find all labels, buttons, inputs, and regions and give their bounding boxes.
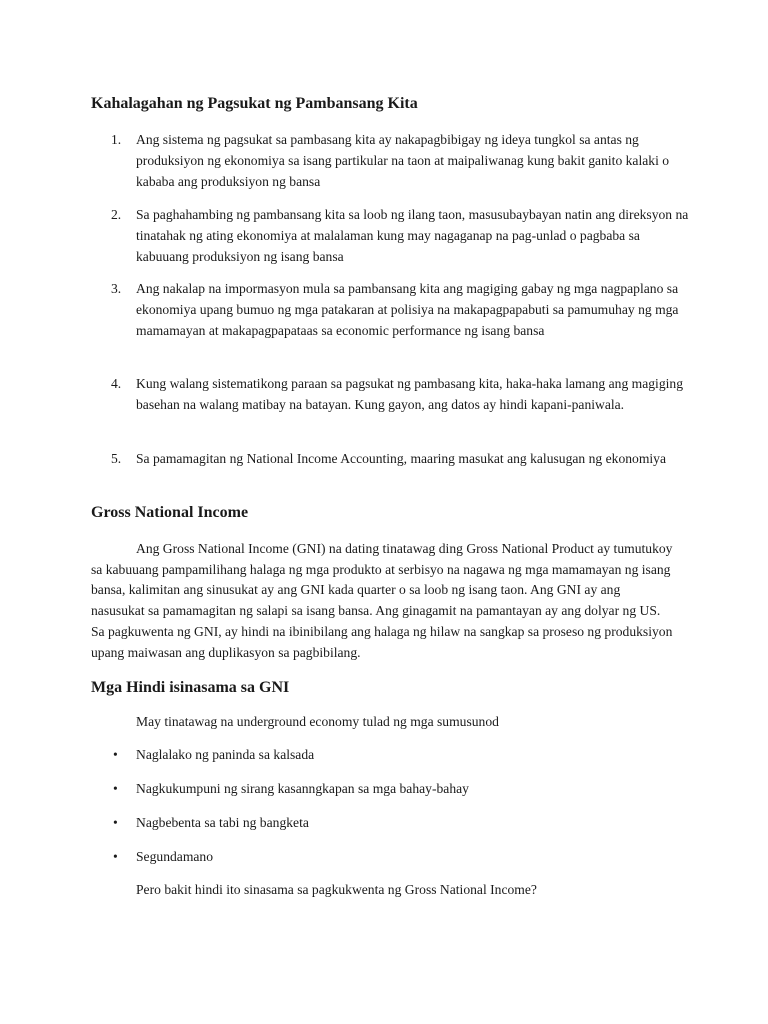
- list-item-text: Sa pamamagitan ng National Income Accounting, maaring masukat ang kalusugan ng ekonomiya: [136, 451, 667, 466]
- bullet-text: Nagbebenta sa tabi ng bangketa: [136, 815, 309, 830]
- bullet-item: [113, 745, 314, 765]
- section-heading-gni: Gross National Income: [91, 504, 249, 521]
- list-item: [111, 373, 691, 415]
- bullet-icon: •: [113, 849, 118, 864]
- list-item-text: Ang sistema ng pagsukat sa pambasang kita ay nakapagbibigay ng ideya tungkol sa antas ng produksiyon ng ekonomiya sa isang partikular na taon at maipaliwanag kung bakit ganito kalaki o kababa ang produksiyon ng bansa: [136, 132, 670, 189]
- list-item-text: Kung walang sistematikong paraan sa pagsukat ng pambasang kita, haka-haka lamang ang magiging basehan na walang matibay na batayan. Kung gayon, ang datos ay hindi kapani-paniwala.: [136, 376, 683, 412]
- list-number: 2.: [111, 207, 122, 222]
- closing-question: Pero bakit hindi ito sinasama sa pagkukwenta ng Gross National Income?: [136, 882, 537, 897]
- list-number: 4.: [111, 376, 122, 391]
- section-heading-hindi-isinasama: Mga Hindi isinasama sa GNI: [91, 679, 290, 696]
- list-number: 1.: [111, 132, 122, 147]
- list-item: [111, 204, 691, 267]
- bullet-text: Naglalako ng paninda sa kalsada: [136, 747, 315, 762]
- list-item-text: Sa paghahambing ng pambansang kita sa loob ng ilang taon, masusubaybayan natin ang direksyon na tinatahak ng ating ekonomiya at malalaman kung may nagaganap na pag-unlad o pagbaba sa kabuuang produksiyon ng isang bansa: [136, 207, 689, 264]
- list-item: [111, 448, 691, 469]
- list-item: [111, 278, 691, 341]
- section-heading-kahalagahan: Kahalagahan ng Pagsukat ng Pambansang Kita: [91, 95, 418, 112]
- list-number: 5.: [111, 451, 122, 466]
- bullet-item: [113, 847, 213, 867]
- gni-paragraph: Ang Gross National Income (GNI) na dating tinatawag ding Gross National Product ay tumutukoy sa kabuuang pampamilihang halaga ng mga produkto at serbisyo na nagawa ng mga mamamayan ng isang bansa, kalimitan ang sinusukat ay ang GNI kada quarter o sa loob ng isang taon. Ang GNI ay ang nasusukat sa pamamagitan ng salapi sa isang bansa. Ang ginagamit na pamantayan ay ang dolyar ng US. Sa pagkuwenta ng GNI, ay hindi na ibinibilang ang halaga ng hilaw na sangkap sa proseso ng produksiyon upang maiwasan ang duplikasyon sa pagbibilang.: [91, 541, 673, 660]
- bullet-item: [113, 813, 309, 833]
- bullet-item: [113, 779, 469, 799]
- intro-text: May tinatawag na underground economy tulad ng mga sumusunod: [136, 714, 499, 729]
- bullet-text: Segundamano: [136, 849, 214, 864]
- bullet-icon: •: [113, 781, 118, 796]
- list-item: [111, 129, 691, 192]
- list-item-text: Ang nakalap na impormasyon mula sa pambansang kita ang magiging gabay ng mga nagpaplano sa ekonomiya upang bumuo ng mga patakaran at polisiya na makapagpapabuti sa pamumuhay ng mga mamamayan at makapagpapataas sa economic performance ng isang bansa: [136, 281, 679, 338]
- bullet-text: Nagkukumpuni ng sirang kasanngkapan sa mga bahay-bahay: [136, 781, 469, 796]
- list-number: 3.: [111, 281, 122, 296]
- bullet-icon: •: [113, 747, 118, 762]
- bullet-icon: •: [113, 815, 118, 830]
